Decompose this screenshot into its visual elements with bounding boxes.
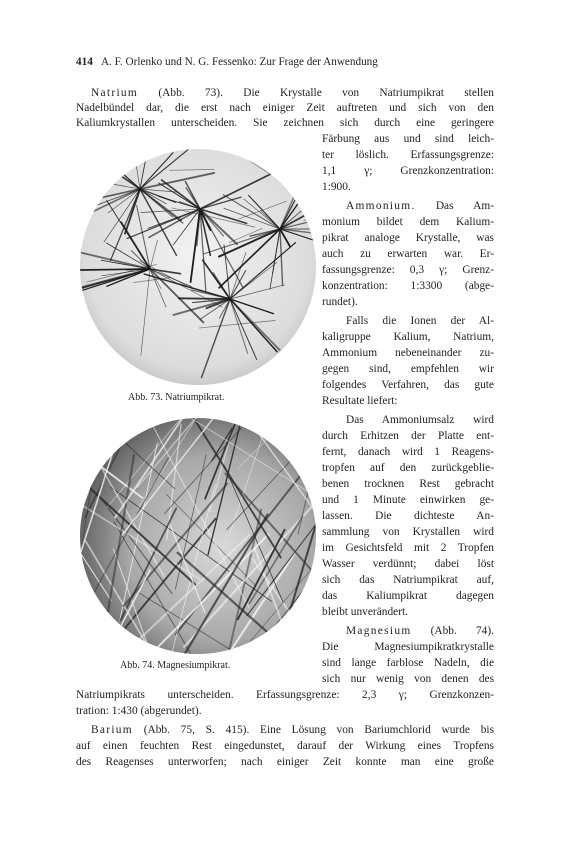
ammonium-line-6: konzentration: 1:3300 (abge-	[322, 280, 494, 292]
figure-73-micrograph	[80, 149, 316, 385]
ammonium-line-7: rundet).	[322, 296, 358, 308]
falls-line-2: kaligruppe Kalium, Natrium,	[322, 331, 494, 343]
salz-line-1: Das Ammoniumsalz wird	[346, 414, 494, 426]
magnesium-line-1: Magnesium (Abb. 74).	[346, 625, 494, 637]
salz-line-4: tropfen auf den zurückgeblie-	[322, 462, 494, 474]
figure-74-micrograph	[80, 418, 316, 654]
falls-line-1: Falls die Ionen der Al-	[346, 315, 494, 327]
magnesium-line-2: Die Magnesiumpikratkrystalle	[322, 641, 494, 653]
ammonium-term: Ammonium.	[346, 200, 416, 212]
barium-line-1: Barium (Abb. 75, S. 415). Eine Lösung von Bariumchlorid wurde bis	[91, 724, 494, 736]
barium-line-2: auf einen feuchten Rest eingedunstet, darauf der Wirkung eines Tropfens	[76, 740, 494, 752]
salz-line-5: benen trocknen Rest gebracht	[322, 478, 494, 490]
ammonium-line-3: pikrat analoge Krystalle, was	[322, 232, 494, 244]
natrium-term: Natrium	[91, 87, 139, 99]
salz-line-13: bleibt unverändert.	[322, 606, 409, 618]
salz-line-7: lassen. Die dichteste An-	[322, 510, 494, 522]
figure-73-caption: Abb. 73. Natriumpikrat.	[128, 392, 225, 403]
natrium-side-3: 1,1 γ; Grenzkonzentration:	[322, 165, 494, 177]
natrium-line-2: Nadelbündel dar, die erst nach einiger Zeit auftreten und sich von den	[76, 102, 494, 114]
barium-term: Barium	[91, 724, 133, 736]
magnesium-line-6: tration: 1:430 (abgerundet).	[76, 705, 202, 717]
falls-line-4: gegen sind, empfehlen wir	[322, 363, 494, 375]
salz-line-12: das Kaliumpikrat dagegen	[322, 590, 494, 602]
barium-line-3: des Reagenses unterworfen; nach einiger Zeit konnte man eine große	[76, 756, 494, 768]
running-header	[76, 56, 378, 68]
salz-line-8: sammlung von Krystallen wird	[322, 526, 494, 538]
salz-line-9: im Gesichtsfeld mit 2 Tropfen	[322, 542, 494, 554]
natrium-line-1: Natrium (Abb. 73). Die Krystalle von Natriumpikrat stellen	[91, 87, 494, 99]
ammonium-line-4: auch zu erwarten war. Er-	[322, 248, 494, 260]
ammonium-line-5: fassungsgrenze: 0,3 γ; Grenz-	[322, 264, 494, 276]
magnesium-line-5: Natriumpikrats unterscheiden. Erfassungsgrenze: 2,3 γ; Grenzkonzen-	[76, 689, 494, 701]
magnesium-line-4: sich nur wenig von denen des	[322, 673, 494, 685]
natrium-side-4: 1:900.	[322, 181, 351, 193]
magnesium-line-3: sind lange farblose Nadeln, die	[322, 657, 494, 669]
ammonium-line-1: Ammonium. Das Am-	[346, 200, 494, 212]
salz-line-10: Wasser verdünnt; dabei löst	[322, 558, 494, 570]
natrium-line-3: Kaliumkrystallen unterscheiden. Sie zeichnen sich durch eine geringere	[76, 117, 494, 129]
natrium-side-2: ter löslich. Erfassungsgrenze:	[322, 149, 494, 161]
page-number: 414	[76, 56, 93, 68]
salz-line-11: sich das Natriumpikrat auf,	[322, 574, 494, 586]
salz-line-3: fernt, danach wird 1 Reagens-	[322, 446, 494, 458]
natrium-side-1: Färbung aus und sind leich-	[322, 133, 494, 145]
magnesium-term: Magnesium	[346, 625, 412, 637]
falls-line-3: Ammonium nebeneinander zu-	[322, 347, 494, 359]
falls-line-5: folgendes Verfahren, das gute	[322, 379, 494, 391]
falls-line-6: Resultate liefert:	[322, 395, 398, 407]
salz-line-6: und 1 Minute einwirken ge-	[322, 494, 494, 506]
running-title: A. F. Orlenko und N. G. Fessenko: Zur Frage der Anwendung	[100, 56, 378, 68]
ammonium-line-2: monium bildet dem Kalium-	[322, 216, 494, 228]
figure-74-caption: Abb. 74. Magnesiumpikrat.	[120, 660, 231, 671]
salz-line-2: durch Erhitzen der Platte ent-	[322, 430, 494, 442]
